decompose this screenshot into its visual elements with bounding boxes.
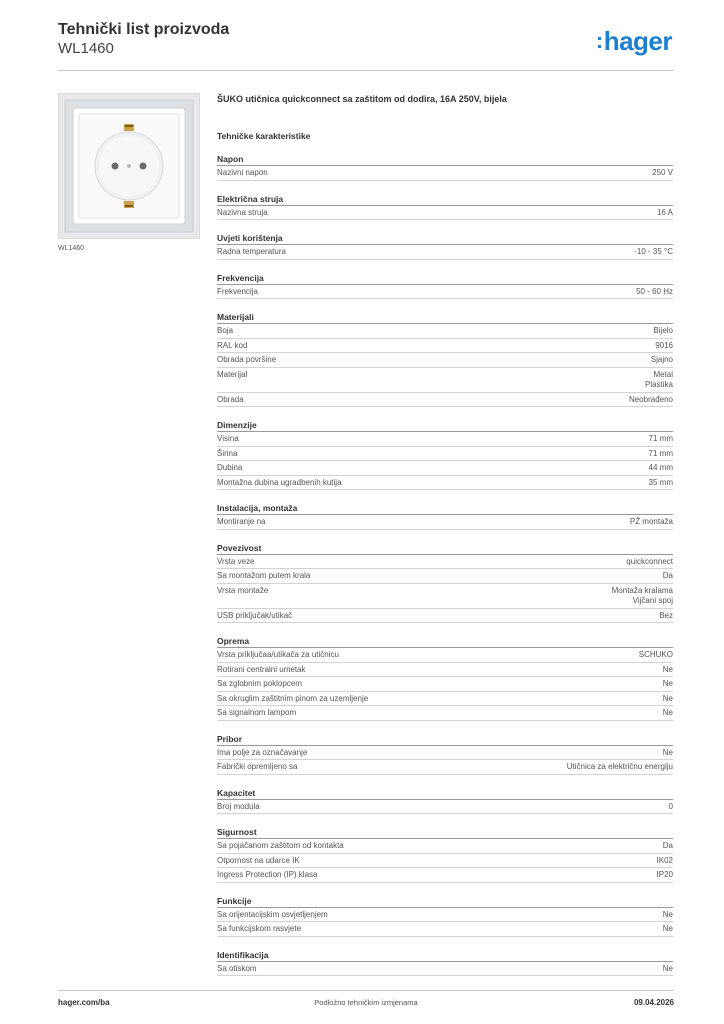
spec-group — [217, 419, 673, 490]
spec-label: Obrada — [217, 394, 244, 404]
spec-value: Ne — [662, 679, 673, 688]
spec-value: 44 mm — [648, 463, 673, 472]
spec-groups — [217, 153, 673, 976]
spec-group-title: Pribor — [217, 733, 673, 746]
spec-label: Sa pojačanom zaštitom od kontakta — [217, 841, 344, 850]
logo-dots-icon: : — [595, 28, 603, 53]
spec-group — [217, 272, 673, 300]
spec-row — [217, 461, 673, 476]
product-code: WL1460 — [58, 40, 114, 57]
footer-note: Podložno tehničkim izmjenama — [314, 998, 418, 1007]
spec-value: IP20 — [656, 870, 673, 879]
spec-label: Materijal — [217, 369, 248, 379]
spec-label: Sa signalnom lampom — [217, 708, 297, 717]
spec-row — [217, 760, 673, 775]
spec-row — [217, 609, 673, 624]
spec-value: Ne — [662, 909, 673, 919]
spec-group-title: Kapacitet — [217, 787, 673, 800]
spec-label: Vrsta priključaa/utikača za utičnicu — [217, 650, 339, 659]
product-image — [58, 93, 200, 239]
spec-row — [217, 285, 673, 300]
spec-group-title: Frekvencija — [217, 272, 673, 285]
spec-value: Ne — [662, 664, 673, 674]
spec-value: Ne — [662, 693, 673, 703]
spec-label: Montiranje na — [217, 517, 266, 526]
spec-label: Visina — [217, 434, 239, 443]
spec-label: Otpornost na udarce IK — [217, 855, 300, 865]
footer-date: 09.04.2026 — [633, 998, 674, 1007]
spec-value: Da — [662, 571, 673, 580]
spec-label: Radna temperatura — [217, 247, 286, 256]
spec-label: Obrada površine — [217, 355, 277, 364]
spec-label: Sa montažom putem krala — [217, 571, 311, 580]
spec-group — [217, 949, 673, 977]
spec-label: Sa zglobnim poklopcem — [217, 679, 302, 688]
spec-group — [217, 733, 673, 775]
spec-value: 71 mm — [648, 434, 673, 443]
spec-label: Montažna dubina ugradbenih kutija — [217, 477, 342, 487]
spec-row — [217, 555, 673, 570]
spec-label: Broj modula — [217, 801, 260, 811]
spec-row — [217, 432, 673, 447]
spec-group-title: Oprema — [217, 635, 673, 648]
spec-label: Sa otiskom — [217, 963, 257, 973]
spec-row — [217, 962, 673, 977]
spec-group-title: Povezivost — [217, 542, 673, 555]
spec-group — [217, 542, 673, 624]
spec-value: Ne — [662, 924, 673, 933]
spec-value: Montaža kralama Vijčani spoj — [611, 585, 673, 605]
spec-row — [217, 166, 673, 181]
spec-group — [217, 787, 673, 815]
spec-group-title: Identifikacija — [217, 949, 673, 962]
spec-row — [217, 677, 673, 692]
spec-row — [217, 393, 673, 408]
spec-row — [217, 584, 673, 609]
document-footer — [58, 990, 674, 1011]
spec-group — [217, 193, 673, 221]
spec-label: Vrsta veze — [217, 556, 255, 566]
spec-group — [217, 635, 673, 721]
spec-value: Ne — [662, 708, 673, 717]
spec-group-title: Sigurnost — [217, 826, 673, 839]
document-title: Tehnički list proizvoda — [58, 21, 230, 38]
spec-row — [217, 706, 673, 721]
spec-value: -10 - 35 °C — [634, 247, 673, 256]
spec-label: Širina — [217, 448, 238, 458]
image-caption: WL1460 — [58, 245, 85, 252]
spec-row — [217, 353, 673, 368]
spec-group-title: Materijali — [217, 311, 673, 324]
spec-value: Bez — [659, 610, 673, 620]
spec-label: Nazivni napon — [217, 168, 268, 177]
spec-group — [217, 826, 673, 883]
spec-label: Boja — [217, 326, 234, 335]
spec-value: 71 mm — [648, 448, 673, 458]
spec-value: 250 V — [652, 168, 673, 177]
spec-label: Rotirani centralni umetak — [217, 664, 306, 674]
spec-value: Neobrađeno — [628, 394, 673, 404]
spec-row — [217, 868, 673, 883]
spec-row — [217, 746, 673, 761]
spec-group — [217, 153, 673, 181]
spec-label: Ima polje za označavanje — [217, 747, 308, 757]
spec-label: RAL kod — [217, 340, 248, 350]
spec-value: PŽ montaža — [629, 517, 673, 526]
spec-group — [217, 502, 673, 530]
product-title: ŠUKO utičnica quickconnect sa zaštitom od dodira, 16A 250V, bijela — [217, 94, 507, 104]
spec-label: Sa okruglim zaštitnim pinom za uzemljenje — [217, 693, 369, 703]
spec-label: Vrsta montaže — [217, 585, 269, 595]
spec-value: IK02 — [656, 855, 673, 865]
spec-row — [217, 692, 673, 707]
spec-row — [217, 515, 673, 530]
spec-value: quickconnect — [626, 556, 673, 566]
spec-group — [217, 311, 673, 407]
spec-value: Sjajno — [650, 355, 673, 364]
spec-content — [217, 92, 673, 976]
spec-row — [217, 908, 673, 923]
spec-group-title: Napon — [217, 153, 673, 166]
spec-value: Bijelo — [653, 326, 673, 335]
spec-label: Fabrički opremljeno sa — [217, 762, 298, 771]
spec-group-title: Instalacija, montaža — [217, 502, 673, 515]
spec-row — [217, 922, 673, 937]
spec-label: USB priključak/utikač — [217, 610, 293, 620]
spec-label: Ingress Protection (IP) klasa — [217, 870, 318, 879]
spec-row — [217, 245, 673, 260]
spec-value: Ne — [662, 963, 673, 973]
socket-icon — [59, 94, 199, 238]
spec-value: 0 — [668, 801, 673, 811]
spec-label: Frekvencija — [217, 286, 258, 296]
spec-label: Dubina — [217, 463, 243, 472]
spec-value: Metal Plastika — [644, 369, 673, 389]
spec-value: 35 mm — [648, 477, 673, 487]
spec-row — [217, 648, 673, 663]
spec-row — [217, 339, 673, 354]
spec-label: Nazivna struja — [217, 207, 268, 217]
spec-value: Da — [662, 841, 673, 850]
spec-row — [217, 206, 673, 221]
spec-row — [217, 800, 673, 815]
spec-group-title: Uvjeti korištenja — [217, 232, 673, 245]
document-header — [58, 20, 674, 71]
spec-value: 50 - 60 Hz — [636, 286, 673, 296]
spec-group — [217, 232, 673, 260]
spec-row — [217, 324, 673, 339]
spec-row — [217, 569, 673, 584]
section-heading: Tehničke karakteristike — [217, 131, 311, 141]
spec-value: Utičnica za električnu energiju — [566, 762, 673, 771]
hager-logo: :hager — [595, 26, 672, 56]
spec-label: Sa orijentacijskim osvjetljenjem — [217, 909, 328, 919]
spec-row — [217, 854, 673, 869]
spec-row — [217, 447, 673, 462]
spec-value: Ne — [662, 747, 673, 757]
spec-row — [217, 476, 673, 491]
spec-group-title: Funkcije — [217, 895, 673, 908]
spec-row — [217, 663, 673, 678]
spec-group — [217, 895, 673, 937]
spec-row — [217, 839, 673, 854]
spec-group-title: Električna struja — [217, 193, 673, 206]
spec-label: Sa funkcijskom rasvjete — [217, 924, 302, 933]
spec-value: SCHUKO — [638, 650, 673, 659]
footer-website: hager.com/ba — [58, 998, 110, 1007]
spec-value: 9016 — [655, 340, 673, 350]
spec-row — [217, 368, 673, 393]
spec-group-title: Dimenzije — [217, 419, 673, 432]
spec-value: 16 A — [656, 207, 673, 217]
